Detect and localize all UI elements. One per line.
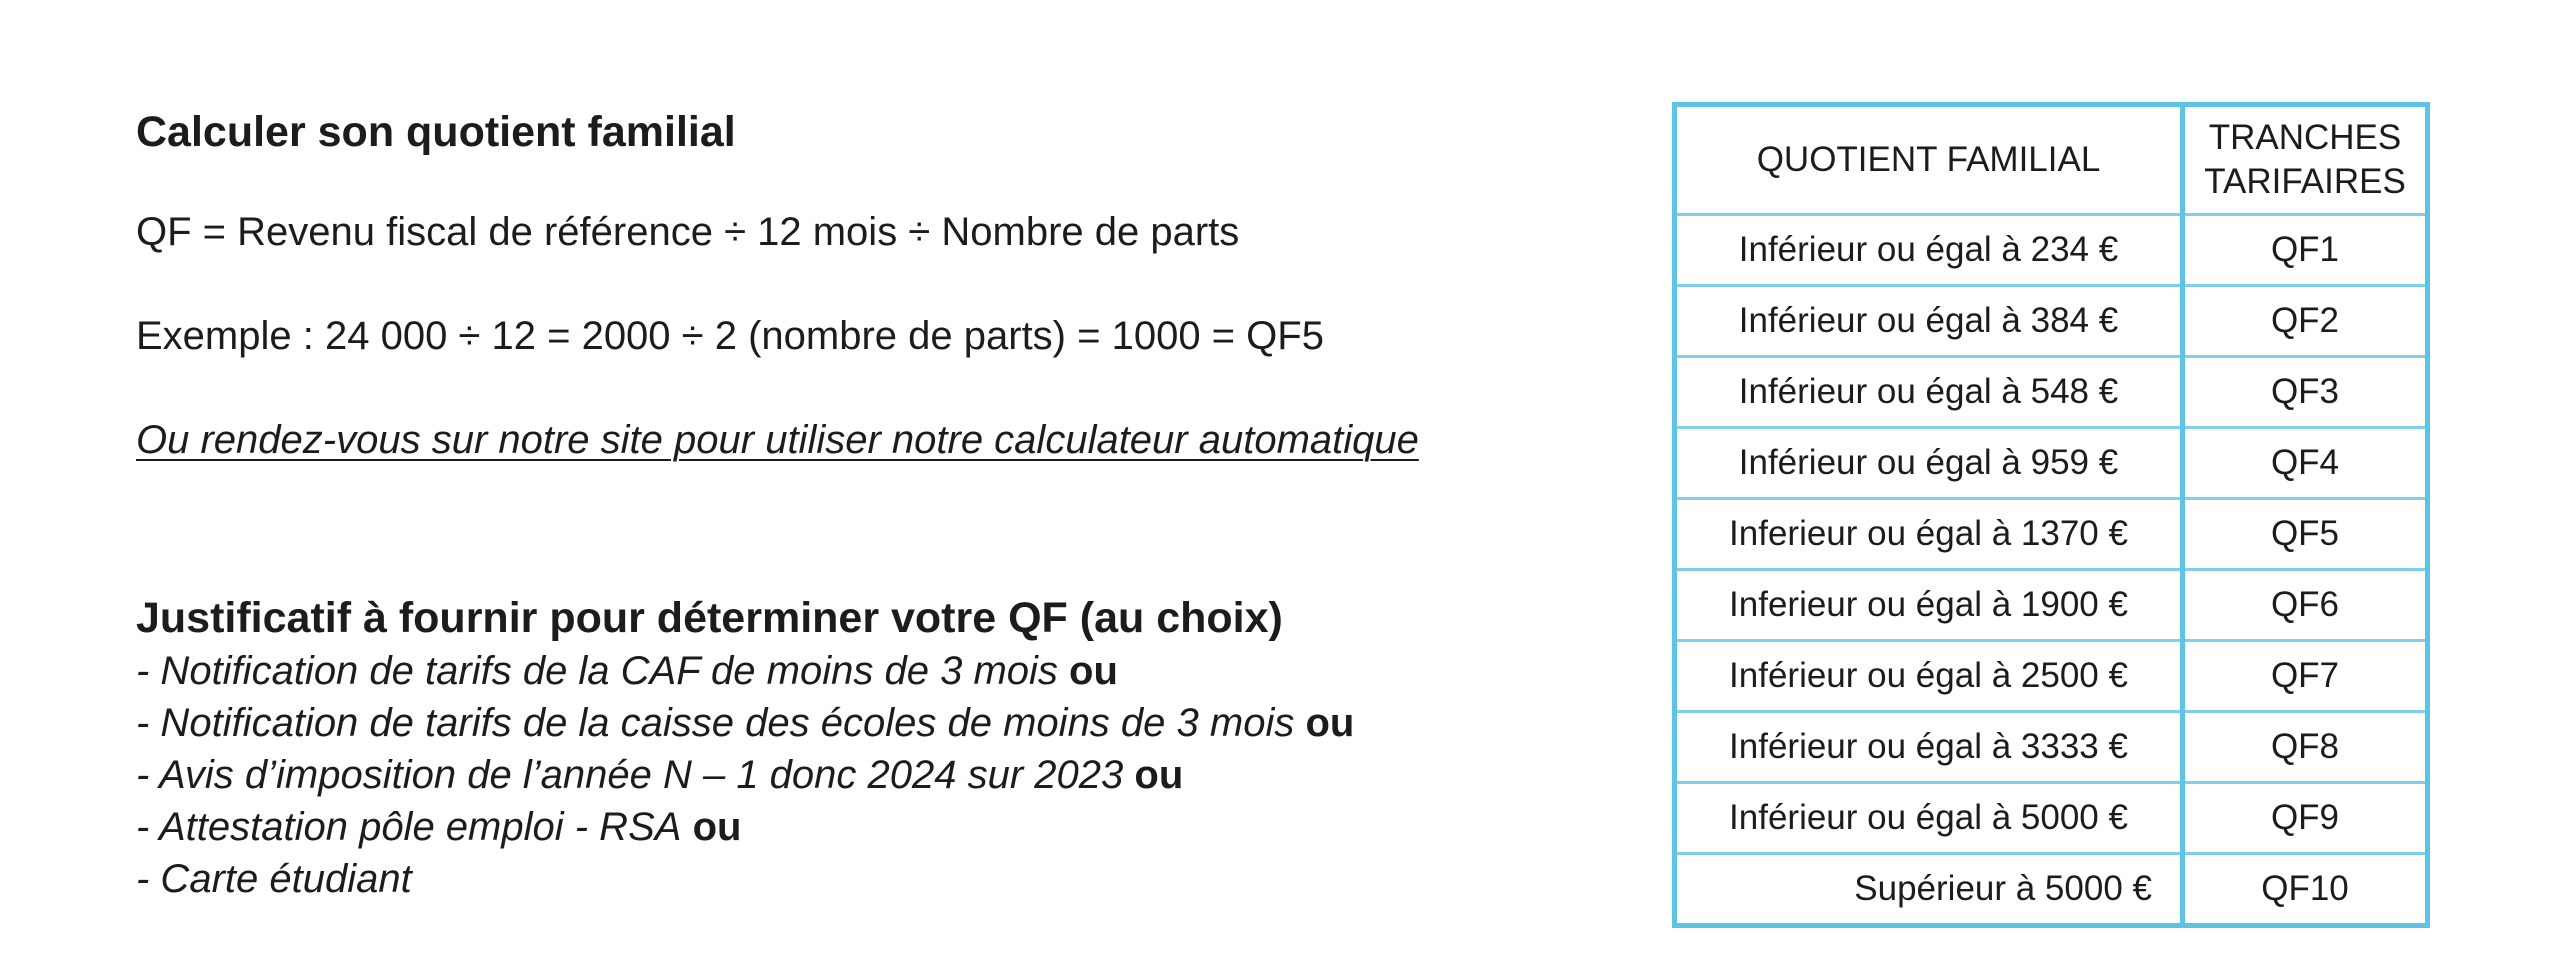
qf-formula: QF = Revenu fiscal de référence ÷ 12 mois ÷ Nombre de parts <box>136 210 1240 254</box>
table-row <box>1675 499 2428 570</box>
table-row <box>1675 854 2428 926</box>
table-cell-tranche: QF6 <box>2183 570 2428 641</box>
table-cell-range: Inférieur ou égal à 548 € <box>1675 357 2183 428</box>
qf-table <box>1672 102 2430 928</box>
table-row <box>1675 357 2428 428</box>
table-cell-tranche: QF8 <box>2183 712 2428 783</box>
table-cell-tranche: QF7 <box>2183 641 2428 712</box>
table-cell-range: Inferieur ou égal à 1370 € <box>1675 499 2183 570</box>
table-row <box>1675 570 2428 641</box>
calculator-link[interactable]: Ou rendez-vous sur notre site pour utiliser notre calculateur automatique <box>136 418 1419 462</box>
table-row <box>1675 783 2428 854</box>
table-cell-range: Inférieur ou égal à 3333 € <box>1675 712 2183 783</box>
qf-example: Exemple : 24 000 ÷ 12 = 2000 ÷ 2 (nombre de parts) = 1000 = QF5 <box>136 314 1324 358</box>
document-item: - Attestation pôle emploi - RSA ou <box>136 805 742 849</box>
table-row <box>1675 286 2428 357</box>
table-cell-tranche: QF10 <box>2183 854 2428 926</box>
document-item: - Notification de tarifs de la caisse des écoles de moins de 3 mois ou <box>136 701 1355 745</box>
table-cell-tranche: QF9 <box>2183 783 2428 854</box>
table-cell-tranche: QF1 <box>2183 215 2428 286</box>
table-header-row <box>1675 105 2428 215</box>
qf-title: Calculer son quotient familial <box>136 108 736 156</box>
table-row <box>1675 428 2428 499</box>
table-cell-range: Inférieur ou égal à 2500 € <box>1675 641 2183 712</box>
table-cell-tranche: QF2 <box>2183 286 2428 357</box>
table-cell-tranche: QF3 <box>2183 357 2428 428</box>
header-tranches: TRANCHES TARIFAIRES <box>2183 105 2428 215</box>
table-cell-range: Inférieur ou égal à 959 € <box>1675 428 2183 499</box>
document-item: - Avis d’imposition de l’année N – 1 donc 2024 sur 2023 ou <box>136 753 1184 797</box>
document-item: - Notification de tarifs de la CAF de moins de 3 mois ou <box>136 649 1118 693</box>
table-row <box>1675 641 2428 712</box>
documents-title: Justificatif à fournir pour déterminer votre QF (au choix) <box>136 594 1283 642</box>
table-row <box>1675 712 2428 783</box>
header-quotient: QUOTIENT FAMILIAL <box>1675 105 2183 215</box>
table-row <box>1675 215 2428 286</box>
table-cell-range: Inferieur ou égal à 1900 € <box>1675 570 2183 641</box>
table-cell-tranche: QF5 <box>2183 499 2428 570</box>
table-cell-range: Supérieur à 5000 € <box>1675 854 2183 926</box>
document-item: - Carte étudiant <box>136 857 412 901</box>
table-cell-range: Inférieur ou égal à 5000 € <box>1675 783 2183 854</box>
table-cell-tranche: QF4 <box>2183 428 2428 499</box>
table-cell-range: Inférieur ou égal à 234 € <box>1675 215 2183 286</box>
table-cell-range: Inférieur ou égal à 384 € <box>1675 286 2183 357</box>
documents-list <box>136 645 1354 905</box>
